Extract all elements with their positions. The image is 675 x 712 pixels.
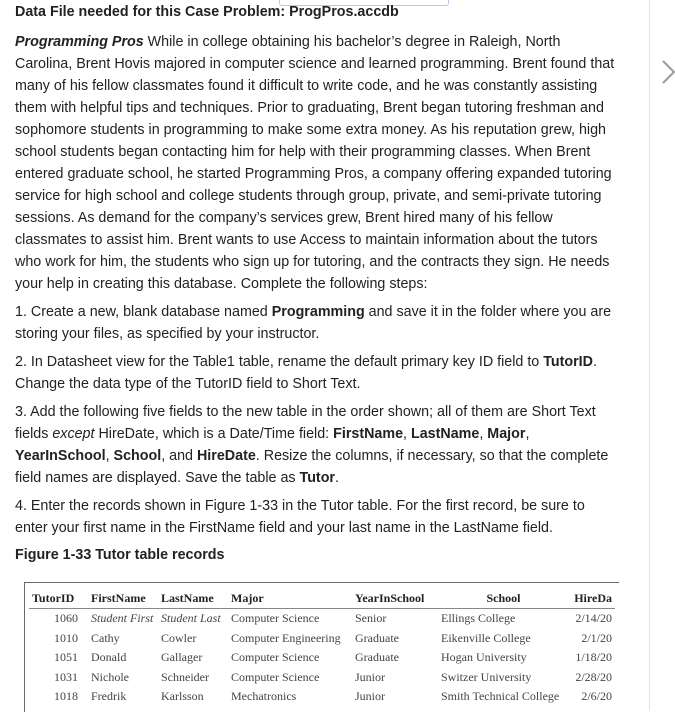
table-header-row <box>29 589 615 609</box>
table-row <box>29 609 615 629</box>
cell-firstname: Donald <box>91 650 127 665</box>
tutor-records-table <box>29 589 615 707</box>
panel-divider <box>649 0 650 711</box>
step-3-text-c: . Resize the columns, if necessary, so that the complete field names are displayed. Save the table as <box>15 448 609 486</box>
step-2 <box>15 351 621 395</box>
figure-caption: Figure 1-33 Tutor table records <box>15 547 225 563</box>
col-school: School <box>438 589 569 609</box>
table-row <box>29 687 615 707</box>
cell-school: Ellings College <box>441 611 516 626</box>
step-3 <box>15 401 621 489</box>
cell-school: Smith Technical College <box>441 689 560 704</box>
intro-paragraph <box>15 31 621 295</box>
step-3-emphasis: except <box>52 426 95 442</box>
cell-firstname: Cathy <box>91 630 120 645</box>
cell-school: Switzer University <box>441 669 532 684</box>
step-1 <box>15 301 621 345</box>
col-yearinschool: YearInSchool <box>352 589 438 609</box>
cell-yearinschool: Senior <box>355 611 387 626</box>
step-4-text: 4. Enter the records shown in Figure 1-33 in the Tutor table. For the first record, be sure to enter your first name in the FirstName field and your last name in the LastName field. <box>15 498 585 536</box>
col-lastname: LastName <box>158 589 228 609</box>
col-firstname: FirstName <box>88 589 158 609</box>
cell-yearinschool: Junior <box>355 669 385 684</box>
cell-tutorid: 1060 <box>54 611 78 626</box>
cell-major: Computer Science <box>231 669 320 684</box>
table-row <box>29 648 615 668</box>
cell-yearinschool: Junior <box>355 689 385 704</box>
step-4 <box>15 495 621 539</box>
cell-hiredate: 2/6/20 <box>581 689 612 704</box>
cell-tutorid: 1010 <box>54 630 78 645</box>
cell-firstname: Student First <box>91 611 154 626</box>
cell-major: Mechatronics <box>231 689 297 704</box>
table-name: Tutor <box>299 470 335 486</box>
cell-major: Computer Engineering <box>231 630 341 645</box>
cell-tutorid: 1051 <box>54 650 78 665</box>
cell-lastname: Gallager <box>161 650 203 665</box>
cell-major: Computer Science <box>231 611 320 626</box>
cell-major: Computer Science <box>231 650 320 665</box>
cell-firstname: Nichole <box>91 669 129 684</box>
sep: , <box>479 426 488 442</box>
cell-firstname: Fredrik <box>91 689 127 704</box>
field-firstname: FirstName <box>333 426 404 442</box>
cell-school: Hogan University <box>441 650 527 665</box>
col-major: Major <box>228 589 352 609</box>
cell-tutorid: 1031 <box>54 669 78 684</box>
field-lastname: LastName <box>411 426 480 442</box>
cell-yearinschool: Graduate <box>355 650 399 665</box>
col-tutorid: TutorID <box>29 589 88 609</box>
step-1-text-a: 1. Create a new, blank database named <box>15 304 272 320</box>
step-1-db-name: Programming <box>271 304 365 320</box>
cell-hiredate: 2/14/20 <box>575 611 612 626</box>
next-page-button[interactable] <box>659 58 675 86</box>
step-2-text-c: . Change the data type of the TutorID field to Short Text. <box>15 354 597 392</box>
intro-text: While in college obtaining his bachelor’s degree in Raleigh, North Carolina, Brent Hovis majored in computer science and learned programming. Brent found that many of his fellow classmates found it difficult to write code, and he was constantly assisting them with helpful tips and techniques. Prior to graduating, Brent began tutoring freshman and sophomore students in programming to make some extra money. As his reputation grew, high school students began contacting him for help with their programming classes. When Brent entered graduate school, he started Programming Pros, a company offering expanded tutoring service for high school and college students through group, private, and semi-private tutoring sessions. As demand for the company’s services grew, Brent hired many of his fellow classmates to assist him. Brent wants to use Access to maintain information about the tutors who work for him, the students who sign up for tutoring, and the contracts they sign. He needs your help in creating this database. Complete the following steps: <box>15 34 615 292</box>
cell-tutorid: 1018 <box>54 689 78 704</box>
tutor-records-figure <box>24 582 619 712</box>
sep: , <box>403 426 411 442</box>
table-row <box>29 668 615 688</box>
chevron-right-icon <box>659 58 675 86</box>
step-2-text-a: 2. In Datasheet view for the Table1 table, rename the default primary key ID field to <box>15 354 544 370</box>
cell-hiredate: 1/18/20 <box>575 650 612 665</box>
cell-lastname: Cowler <box>161 630 197 645</box>
col-hiredate: HireDa <box>569 589 615 609</box>
case-problem-content <box>15 0 621 566</box>
field-hiredate: HireDate <box>196 448 256 464</box>
step-1-text-c: and save it in the folder where you are storing your files, as specified by your instructor. <box>15 304 612 342</box>
cell-lastname: Karlsson <box>161 689 204 704</box>
cell-school: Eikenville College <box>441 630 531 645</box>
cell-yearinschool: Graduate <box>355 630 399 645</box>
sep: , and <box>161 448 197 464</box>
step-3-text-a: 3. Add the following five fields to the new table in the order shown; all of them are Short Text fields <box>15 404 596 442</box>
step-3-text-b: HireDate, which is a Date/Time field: <box>94 426 334 442</box>
sep: , <box>525 426 530 442</box>
field-major: Major <box>487 426 526 442</box>
field-school: School <box>113 448 162 464</box>
step-3-text-e: . <box>335 470 339 486</box>
cell-hiredate: 2/1/20 <box>581 630 612 645</box>
cell-lastname: Student Last <box>161 611 221 626</box>
field-yearinschool: YearInSchool <box>15 448 106 464</box>
sep: , <box>105 448 114 464</box>
case-title: Programming Pros <box>15 34 144 50</box>
data-file-heading: Data File needed for this Case Problem: ProgPros.accdb <box>15 4 399 20</box>
cell-hiredate: 2/28/20 <box>575 669 612 684</box>
cell-lastname: Schneider <box>161 669 209 684</box>
table-row <box>29 629 615 649</box>
step-2-field-name: TutorID <box>543 354 593 370</box>
